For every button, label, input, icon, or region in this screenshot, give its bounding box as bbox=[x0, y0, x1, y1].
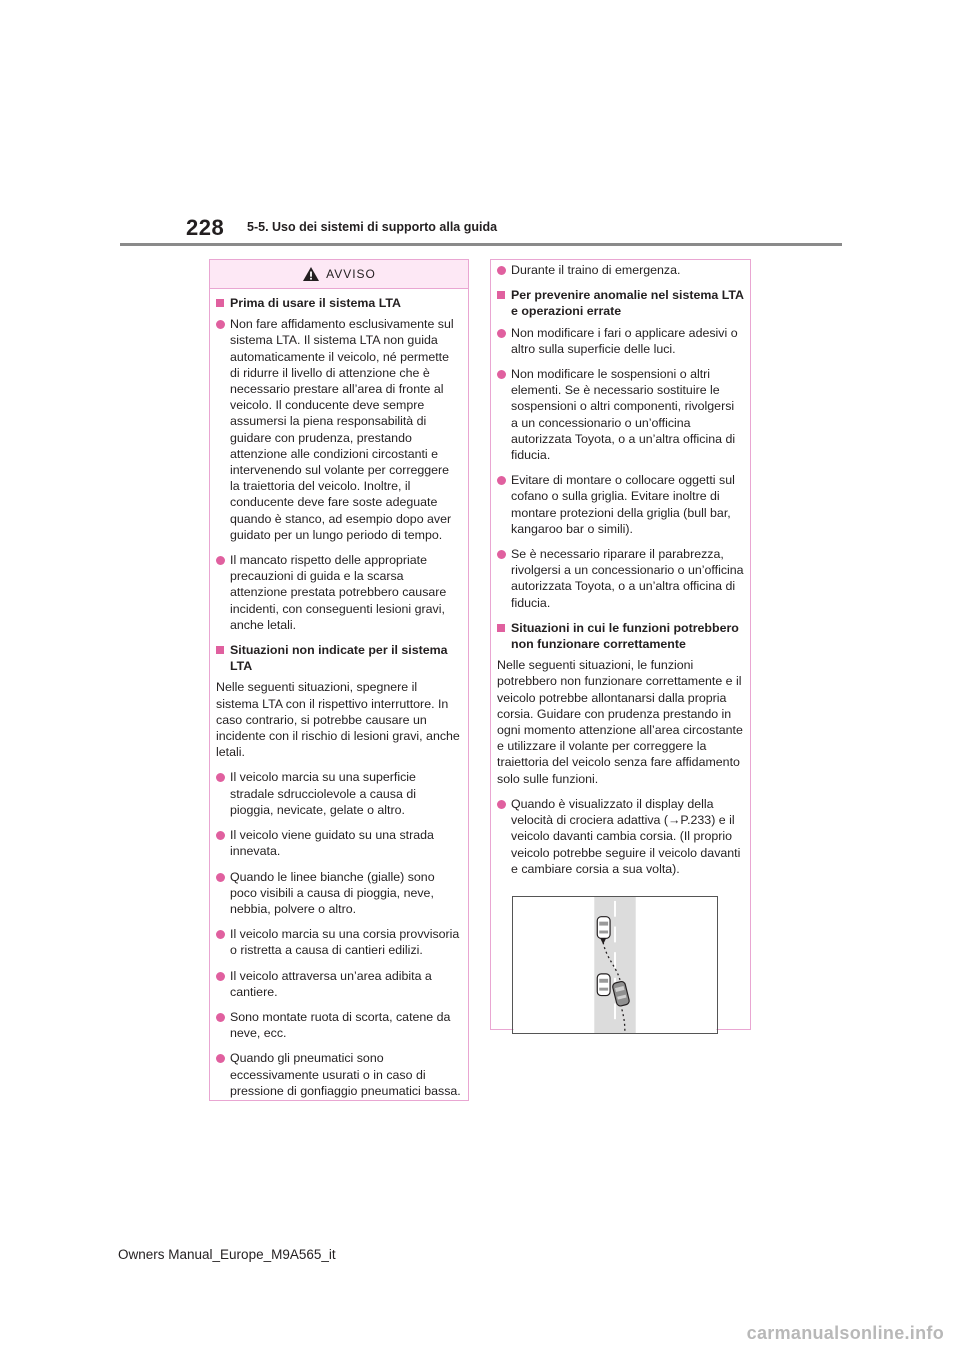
square-bullet-icon bbox=[216, 299, 224, 307]
bullet-item bbox=[216, 1050, 462, 1099]
bullet-text: Il veicolo marcia su una corsia provvisoria o ristretta a causa di cantieri edilizi. bbox=[230, 927, 460, 958]
watermark: carmanualsonline.info bbox=[746, 1323, 944, 1343]
bullet-text: Quando le linee bianche (gialle) sono poco visibili a causa di pioggia, neve, nebbia, polvere o altro. bbox=[230, 869, 435, 916]
bullet-text: Il mancato rispetto delle appropriate precauzioni di guida e la scarsa attenzione prestata potrebbero causare incidenti, con conseguenti lesioni gravi, anche letali. bbox=[230, 553, 447, 632]
circle-bullet-icon bbox=[216, 773, 225, 782]
bullet-item bbox=[216, 926, 462, 958]
lane-change-illustration bbox=[512, 896, 718, 1034]
circle-bullet-icon bbox=[216, 930, 225, 939]
header-divider bbox=[120, 243, 842, 246]
warning-triangle-icon bbox=[302, 266, 320, 282]
bullet-text: Non fare affidamento esclusivamente sul sistema LTA. Il sistema LTA non guida automaticamente il veicolo, né permette di ridurre il livello di attenzione che è necessario prestare all’area di fronte al veicolo. Il conducente deve sempre assumersi la piena responsabilità di guidare con prudenza, prestando attenzione alle condizioni circostanti e intervenendo sul volante per correggere la traiettoria del veicolo. Inoltre, il conducente deve fare soste adeguate quando è stanco, ad esempio dopo aver guidato per un lungo periodo di tempo. bbox=[230, 317, 454, 542]
section-heading bbox=[497, 287, 744, 319]
bullet-text: Il veicolo marcia su una superficie stradale sdrucciolevole a causa di pioggia, nevicate, gelate o altro. bbox=[230, 770, 416, 817]
bullet-text: Non modificare le sospensioni o altri elementi. Se è necessario sostituire le sospensioni o altri componenti, rivolgersi a un concessionario o un’officina autorizzata Toyota, o a un’altra officina di fiducia. bbox=[511, 367, 736, 463]
footer-manual-id: Owners Manual_Europe_M9A565_it bbox=[118, 1247, 336, 1262]
car-adjacent-icon bbox=[597, 974, 610, 996]
section-heading bbox=[216, 295, 462, 311]
bullet-item bbox=[216, 316, 462, 543]
left-column bbox=[210, 289, 468, 1114]
bullet-text: Il veicolo attraversa un’area adibita a cantiere. bbox=[230, 968, 432, 999]
circle-bullet-icon bbox=[497, 800, 506, 809]
warning-box-header bbox=[210, 260, 468, 289]
bullet-text: Durante il traino di emergenza. bbox=[511, 263, 681, 277]
circle-bullet-icon bbox=[216, 320, 225, 329]
bullet-text: Se è necessario riparare il parabrezza, rivolgersi a un concessionario o un’officina autorizzata Toyota, o a un’altra officina di fiducia. bbox=[511, 547, 744, 610]
warning-box-left bbox=[209, 259, 469, 1101]
bullet-item bbox=[497, 546, 744, 611]
circle-bullet-icon bbox=[497, 266, 506, 275]
right-column bbox=[491, 260, 750, 892]
bullet-item bbox=[216, 827, 462, 859]
bullet-text: Evitare di montare o collocare oggetti sul cofano o sulla griglia. Evitare inoltre di montare protezioni della griglia (bull bar, kangaroo bar o simili). bbox=[511, 473, 735, 536]
section-heading bbox=[216, 642, 462, 674]
bullet-text: Non modificare i fari o applicare adesivi o altro sulla superficie delle luci. bbox=[511, 325, 738, 356]
circle-bullet-icon bbox=[216, 831, 225, 840]
heading-text: Per prevenire anomalie nel sistema LTA e operazioni errate bbox=[511, 288, 744, 319]
bullet-text: Quando è visualizzato il display della velocità di crociera adattiva (→P.233) e il veicolo davanti cambia corsia. (Il proprio veicolo potrebbe seguire il veicolo davanti e cambiare corsia a sua volta). bbox=[511, 796, 741, 876]
square-bullet-icon bbox=[497, 291, 505, 299]
bullet-item bbox=[497, 262, 744, 278]
page-number: 228 bbox=[186, 215, 225, 240]
car-ahead-icon bbox=[597, 917, 610, 939]
bullet-item bbox=[216, 869, 462, 918]
bullet-text: Il veicolo viene guidato su una strada innevata. bbox=[230, 828, 434, 859]
bullet-text: Quando gli pneumatici sono eccessivamente usurati o in caso di pressione di gonfiaggio pneumatici bassa. bbox=[230, 1051, 461, 1098]
square-bullet-icon bbox=[216, 646, 224, 654]
bullet-item bbox=[497, 325, 744, 357]
warning-box-right bbox=[490, 259, 751, 1030]
bullet-item bbox=[497, 796, 744, 877]
circle-bullet-icon bbox=[497, 329, 506, 338]
section-title: 5-5. Uso dei sistemi di supporto alla guida bbox=[247, 220, 498, 234]
heading-text: Situazioni non indicate per il sistema LTA bbox=[230, 643, 448, 674]
bullet-item bbox=[497, 366, 744, 463]
bullet-text: Sono montate ruota di scorta, catene da neve, ecc. bbox=[230, 1009, 451, 1041]
paragraph: Nelle seguenti situazioni, spegnere il sistema LTA con il rispettivo interruttore. In caso contrario, si potrebbe causare un incidente con il rischio di lesioni gravi, anche letali. bbox=[216, 680, 460, 760]
circle-bullet-icon bbox=[216, 556, 225, 565]
circle-bullet-icon bbox=[216, 972, 225, 981]
circle-bullet-icon bbox=[216, 1054, 225, 1063]
heading-text: Prima di usare il sistema LTA bbox=[230, 296, 402, 310]
circle-bullet-icon bbox=[497, 476, 506, 485]
heading-text: Situazioni in cui le funzioni potrebbero non funzionare correttamente bbox=[511, 620, 739, 652]
circle-bullet-icon bbox=[216, 873, 225, 882]
bullet-item bbox=[216, 552, 462, 633]
circle-bullet-icon bbox=[497, 370, 506, 379]
bullet-item bbox=[216, 769, 462, 818]
circle-bullet-icon bbox=[216, 1013, 225, 1022]
paragraph: Nelle seguenti situazioni, le funzioni potrebbero non funzionare correttamente e il veicolo potrebbe allontanarsi dalla propria corsia. Guidare con prudenza prestando in ogni momento attenzione all’area circostante e utilizzare il volante per correggere la traiettoria del veicolo senza fare affidamento solo sulle funzioni. bbox=[497, 658, 743, 786]
square-bullet-icon bbox=[497, 624, 505, 632]
warning-title: AVVISO bbox=[326, 266, 376, 281]
bullet-item bbox=[216, 1009, 462, 1041]
circle-bullet-icon bbox=[497, 550, 506, 559]
bullet-item bbox=[216, 968, 462, 1000]
bullet-item bbox=[497, 472, 744, 537]
section-heading bbox=[497, 620, 744, 652]
